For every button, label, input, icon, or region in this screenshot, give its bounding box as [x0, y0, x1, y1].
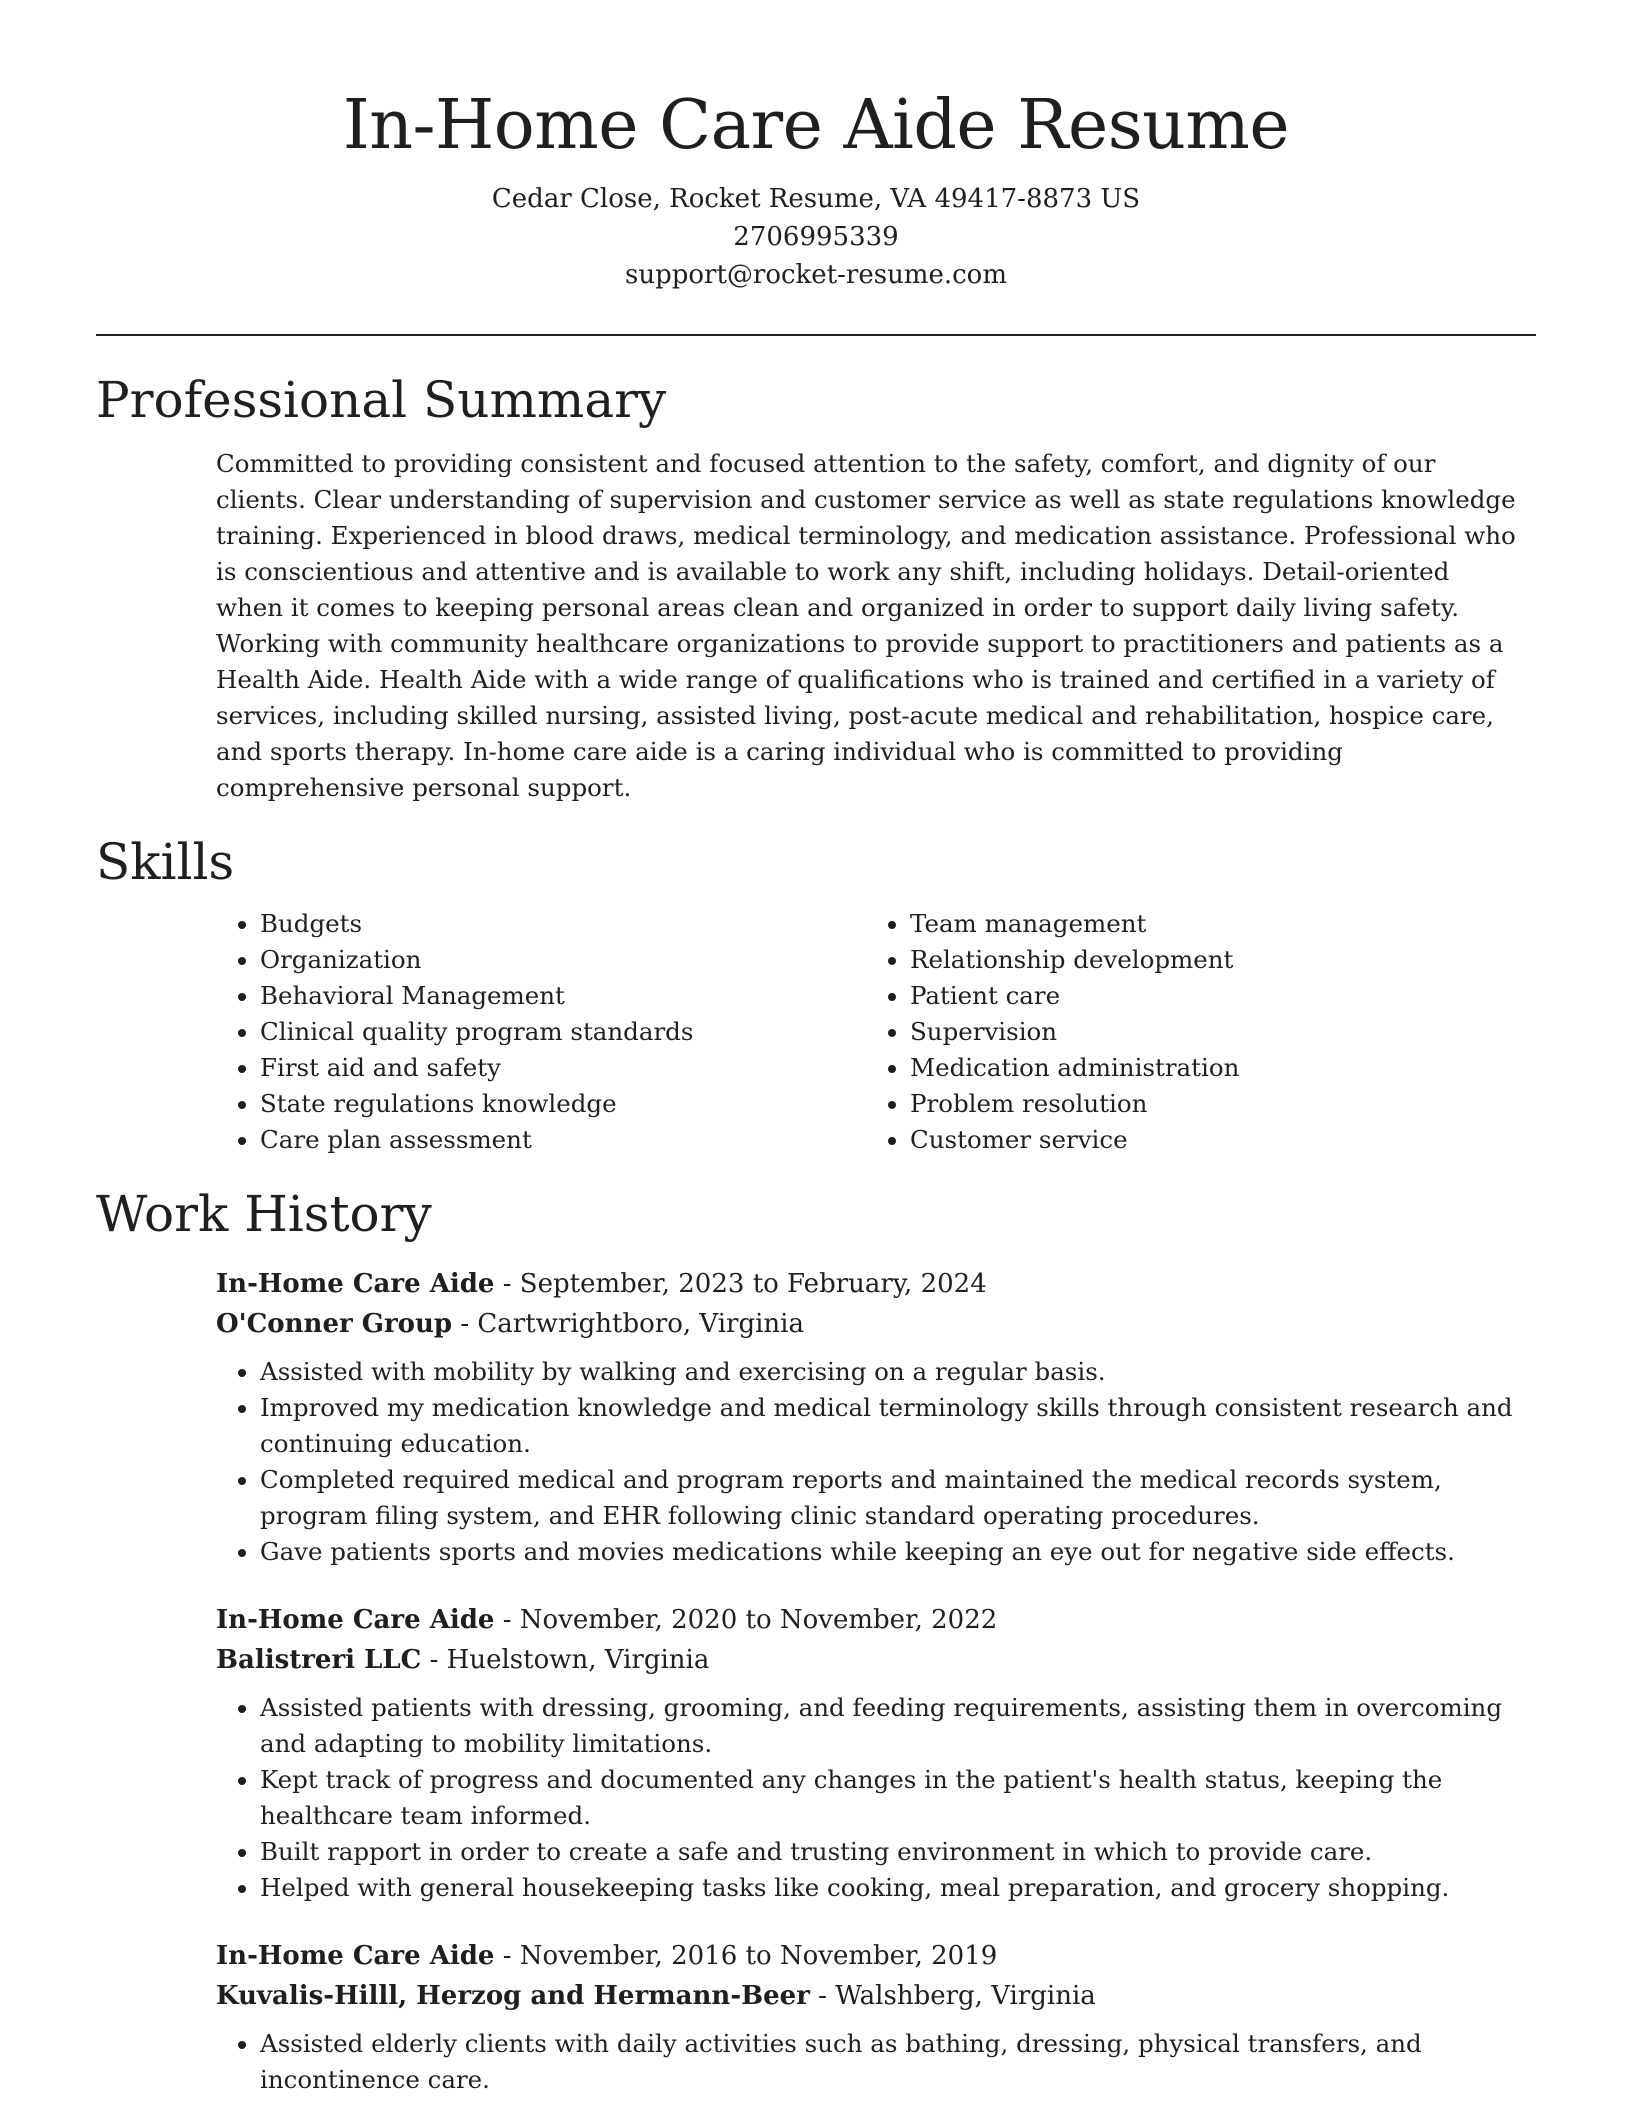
job-bullet: • Assisted elderly clients with daily activities such as bathing, dressing, physical transfers, and incontinence care. — [260, 2026, 1526, 2098]
summary-section — [96, 368, 1536, 806]
job-title-line — [216, 1264, 1526, 1304]
skill-item: • Organization — [260, 942, 866, 978]
job-bullets — [216, 1354, 1526, 1570]
job-bullets — [216, 1690, 1526, 1906]
job-location: - Huelstown, Virginia — [421, 1645, 710, 1675]
job-company-line — [216, 1976, 1526, 2016]
job-location: - Walshberg, Virginia — [809, 1981, 1096, 2011]
job-title: In-Home Care Aide — [216, 1941, 495, 1971]
contact-phone: 2706995339 — [733, 222, 899, 252]
skill-item: • Problem resolution — [910, 1086, 1516, 1122]
summary-text: Committed to providing consistent and focused attention to the safety, comfort, and dignity of our clients. Clear understanding of supervision and customer service as well as state regulations knowledge training. Experienced in blood draws, medical terminology, and medication assistance. Professional who is conscientious and attentive and is available to work any shift, including holidays. Detail-oriented when it comes to keeping personal areas clean and organized in order to support daily living safety. Working with community healthcare organizations to provide support to practitioners and patients as a Health Aide. Health Aide with a wide range of qualifications who is trained and certified in a variety of services, including skilled nursing, assisted living, post-acute medical and rehabilitation, hospice care, and sports therapy. In-home care aide is a caring individual who is committed to providing comprehensive personal support. — [216, 449, 1516, 802]
skill-item: • Clinical quality program standards — [260, 1014, 866, 1050]
job-title: In-Home Care Aide — [216, 1269, 495, 1299]
job-company: Balistreri LLC — [216, 1645, 422, 1675]
contact-info — [96, 180, 1536, 294]
skills-grid — [216, 906, 1536, 1158]
job-bullet: • Gave patients sports and movies medications while keeping an eye out for negative side effects. — [260, 1534, 1526, 1570]
job-company-line — [216, 1640, 1526, 1680]
skill-item: • Relationship development — [910, 942, 1516, 978]
skills-section — [96, 830, 1536, 1158]
skill-item: • Supervision — [910, 1014, 1516, 1050]
job-entry — [216, 1600, 1526, 1906]
job-company-line — [216, 1304, 1526, 1344]
contact-email: support@rocket-resume.com — [624, 260, 1007, 290]
job-title-line — [216, 1600, 1526, 1640]
job-dates: - November, 2016 to November, 2019 — [494, 1941, 998, 1971]
job-title: In-Home Care Aide — [216, 1605, 495, 1635]
job-bullet: • Assisted with mobility by walking and exercising on a regular basis. — [260, 1354, 1526, 1390]
job-bullets — [216, 2026, 1526, 2098]
contact-address: Cedar Close, Rocket Resume, VA 49417-8873 US — [491, 184, 1141, 214]
job-bullet: • Completed required medical and program reports and maintained the medical records system, program filing system, and EHR following clinic standard operating procedures. — [260, 1462, 1526, 1534]
skills-column-right — [866, 906, 1516, 1158]
job-entry — [216, 1936, 1526, 2098]
job-title-line — [216, 1936, 1526, 1976]
skill-item: • First aid and safety — [260, 1050, 866, 1086]
resume-title: In-Home Care Aide Resume — [342, 86, 1290, 165]
skill-item: • Patient care — [910, 978, 1516, 1014]
job-bullet: • Assisted patients with dressing, grooming, and feeding requirements, assisting them in overcoming and adapting to mobility limitations. — [260, 1690, 1526, 1762]
job-bullet: • Built rapport in order to create a safe and trusting environment in which to provide care. — [260, 1834, 1526, 1870]
skills-heading: Skills — [96, 833, 235, 891]
skill-item: • Medication administration — [910, 1050, 1516, 1086]
work-history-heading: Work History — [96, 1185, 432, 1243]
job-company: O'Conner Group — [216, 1309, 453, 1339]
skills-column-left — [216, 906, 866, 1158]
skill-item: • Care plan assessment — [260, 1122, 866, 1158]
job-dates: - September, 2023 to February, 2024 — [494, 1269, 987, 1299]
resume-page — [96, 0, 1536, 2098]
skill-item: • Customer service — [910, 1122, 1516, 1158]
summary-heading: Professional Summary — [96, 371, 667, 429]
job-location: - Cartwrightboro, Virginia — [452, 1309, 804, 1339]
job-bullet: • Improved my medication knowledge and medical terminology skills through consistent research and continuing education. — [260, 1390, 1526, 1462]
job-company: Kuvalis-Hilll, Herzog and Hermann-Beer — [216, 1981, 810, 2011]
job-bullet: • Kept track of progress and documented any changes in the patient's health status, keeping the healthcare team informed. — [260, 1762, 1526, 1834]
resume-header — [96, 0, 1536, 294]
header-divider — [96, 334, 1536, 336]
job-dates: - November, 2020 to November, 2022 — [494, 1605, 998, 1635]
skill-item: • Team management — [910, 906, 1516, 942]
skill-item: • Budgets — [260, 906, 866, 942]
skill-item: • Behavioral Management — [260, 978, 866, 1014]
job-entry — [216, 1264, 1526, 1570]
skill-item: • State regulations knowledge — [260, 1086, 866, 1122]
work-history-section — [96, 1182, 1536, 2098]
job-bullet: • Helped with general housekeeping tasks like cooking, meal preparation, and grocery shopping. — [260, 1870, 1526, 1906]
